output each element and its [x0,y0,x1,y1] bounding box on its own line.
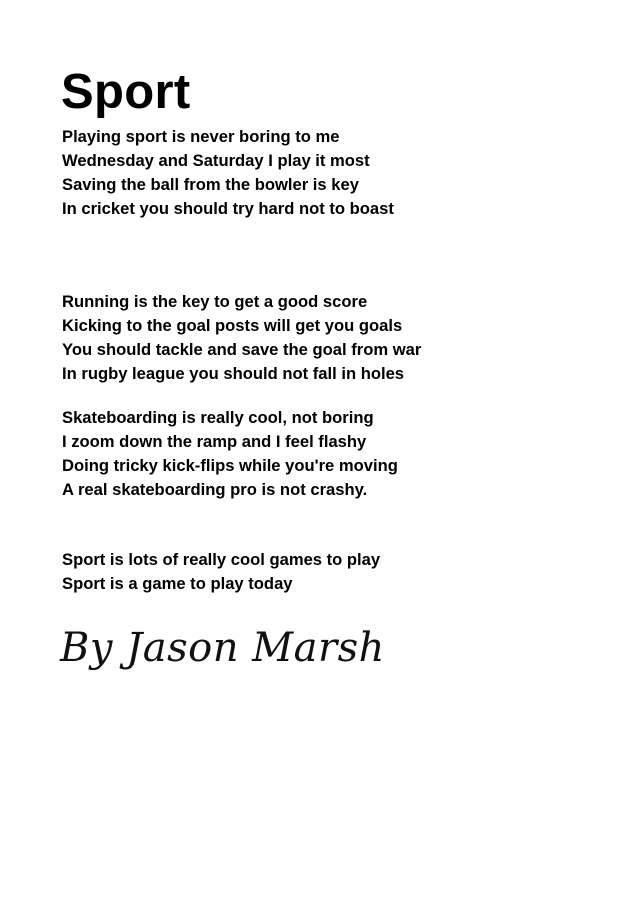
poem-line: In cricket you should try hard not to boast [62,199,394,218]
stanza-2 [62,290,421,386]
poem-line: Skateboarding is really cool, not boring [62,408,374,427]
poem-line: Sport is a game to play today [62,574,293,593]
poem-line: I zoom down the ramp and I feel flashy [62,432,367,451]
poem-line: Wednesday and Saturday I play it most [62,151,370,170]
stanza-4 [62,548,380,596]
author-byline: By Jason Marsh [60,625,385,671]
poem-line: In rugby league you should not fall in holes [62,364,405,383]
poem-line: Doing tricky kick-flips while you're moving [62,456,398,475]
poem-line: A real skateboarding pro is not crashy. [62,480,368,499]
poem-title: Sport [61,65,191,119]
poem-line: Saving the ball from the bowler is key [62,175,359,194]
poem-line: Kicking to the goal posts will get you goals [62,316,403,335]
poem-line: You should tackle and save the goal from war [62,340,422,359]
poem-line: Running is the key to get a good score [62,292,368,311]
poem-line: Sport is lots of really cool games to play [62,550,381,569]
stanza-1 [62,125,394,221]
poem-line: Playing sport is never boring to me [62,127,340,146]
stanza-3 [62,406,398,502]
